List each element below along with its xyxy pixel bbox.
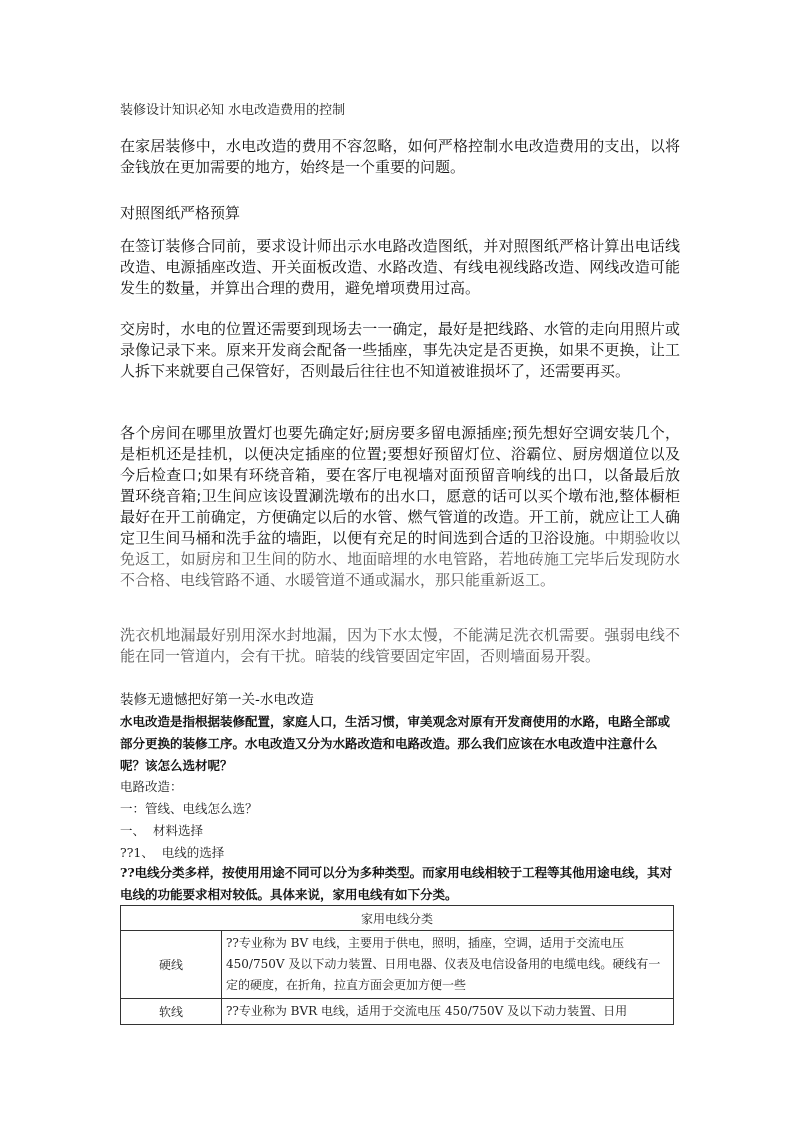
section1-paragraph-1: 在签订装修合同前，要求设计师出示水电路改造图纸，并对照图纸严格计算出电话线改造、电源插座改造、开关面板改造、水路改造、有线电视线路改造、网线改造可能发生的数量，并算出合理的费用，避免增项费用过高。 (120, 237, 680, 297)
table-header: 家用电线分类 (121, 906, 674, 931)
table-row (121, 931, 674, 999)
section1-paragraph-2: 交房时，水电的位置还需要到现场去一一确定，最好是把线路、水管的走向用照片或录像记录下来。原来开发商会配备一些插座，事先决定是否更换，如果不更换，让工人拆下来就要自己保管好，否则最后往往也不知道被谁损坏了，还需要再买。 (120, 320, 680, 380)
section1-paragraph-3 (120, 423, 680, 591)
question-1: 一：管线、电线怎么选？ (120, 801, 258, 816)
section1-paragraph-4: 洗衣机地漏最好别用深水封地漏，因为下水太慢，不能满足洗衣机需要。强弱电线不能在同一管道内，会有干扰。暗装的线管要固定牢固，否则墙面易开裂。 (120, 626, 680, 665)
section1-heading: 对照图纸严格预算 (120, 204, 241, 222)
document-title: 装修设计知识必知 水电改造费用的控制 (120, 103, 346, 118)
cable-bold-paragraph: ??电线分类多样，按使用用途不同可以分为多种类型。而家用电线相较于工程等其他用途电线，其对电线的功能要求相对较低。具体来说，家用电线有如下分类。 (120, 865, 673, 902)
cable-type-name: 硬线 (121, 931, 222, 999)
intro-paragraph: 在家居装修中，水电改造的费用不容忽略，如何严格控制水电改造费用的支出，以将金钱放在更加需要的地方，始终是一个重要的问题。 (120, 137, 680, 176)
cable-type-name: 软线 (121, 999, 222, 1025)
cable-classification-table (120, 905, 674, 1025)
cable-type-desc: ??专业称为 BVR 电线，适用于交流电压 450/750V 及以下动力装置、日用 (222, 999, 674, 1025)
section1-paragraph-3a: 各个房间在哪里放置灯也要先确定好;厨房要多留电源插座;预先想好空调安装几个，是柜机还是挂机，以便决定插座的位置;要想好预留灯位、浴霸位、厨房烟道位以及今后检查口;如果有环绕音箱，要在客厅电视墙对面预留音响线的出口，以备最后放置环绕音箱;卫生间应该设置涮洗墩布的出水口，愿意的话可以买个墩布池,整体橱柜最好在开工前确定，方便确定以后的水管、燃气管道的改造。开工前，就应让工人确定卫生间马桶和洗手盆的墙距，以便有充足的时间选到合适的卫浴设施。 (120, 424, 680, 547)
table-row (121, 999, 674, 1025)
item-1: 一、 材料选择 (120, 823, 203, 838)
item-1-1: ??1、 电线的选择 (120, 845, 225, 860)
cable-type-desc: ??专业称为 BV 电线，主要用于供电，照明，插座，空调，适用于交流电压 450/750V 及以下动力装置、日用电器、仪表及电信设备用的电缆电线。硬线有一定的硬度，在折角，拉直方面会更加方便一些 (222, 931, 674, 999)
circuit-label: 电路改造： (120, 779, 183, 794)
section2-heading: 装修无遗憾把好第一关-水电改造 (120, 692, 314, 708)
section2-bold-intro: 水电改造是指根据装修配置，家庭人口，生活习惯，审美观念对原有开发商使用的水路，电路全部或部分更换的装修工序。水电改造又分为水路改造和电路改造。那么我们应该在水电改造中注意什么呢？该怎么选材呢？ (120, 714, 671, 773)
section1-paragraph-3b: 中期验收以免返工，如厨房和卫生间的防水、地面暗埋的水电管路，若地砖施工完毕后发现防水不合格、电线管路不通、水暖管道不通或漏水，那只能重新返工。 (120, 529, 680, 589)
